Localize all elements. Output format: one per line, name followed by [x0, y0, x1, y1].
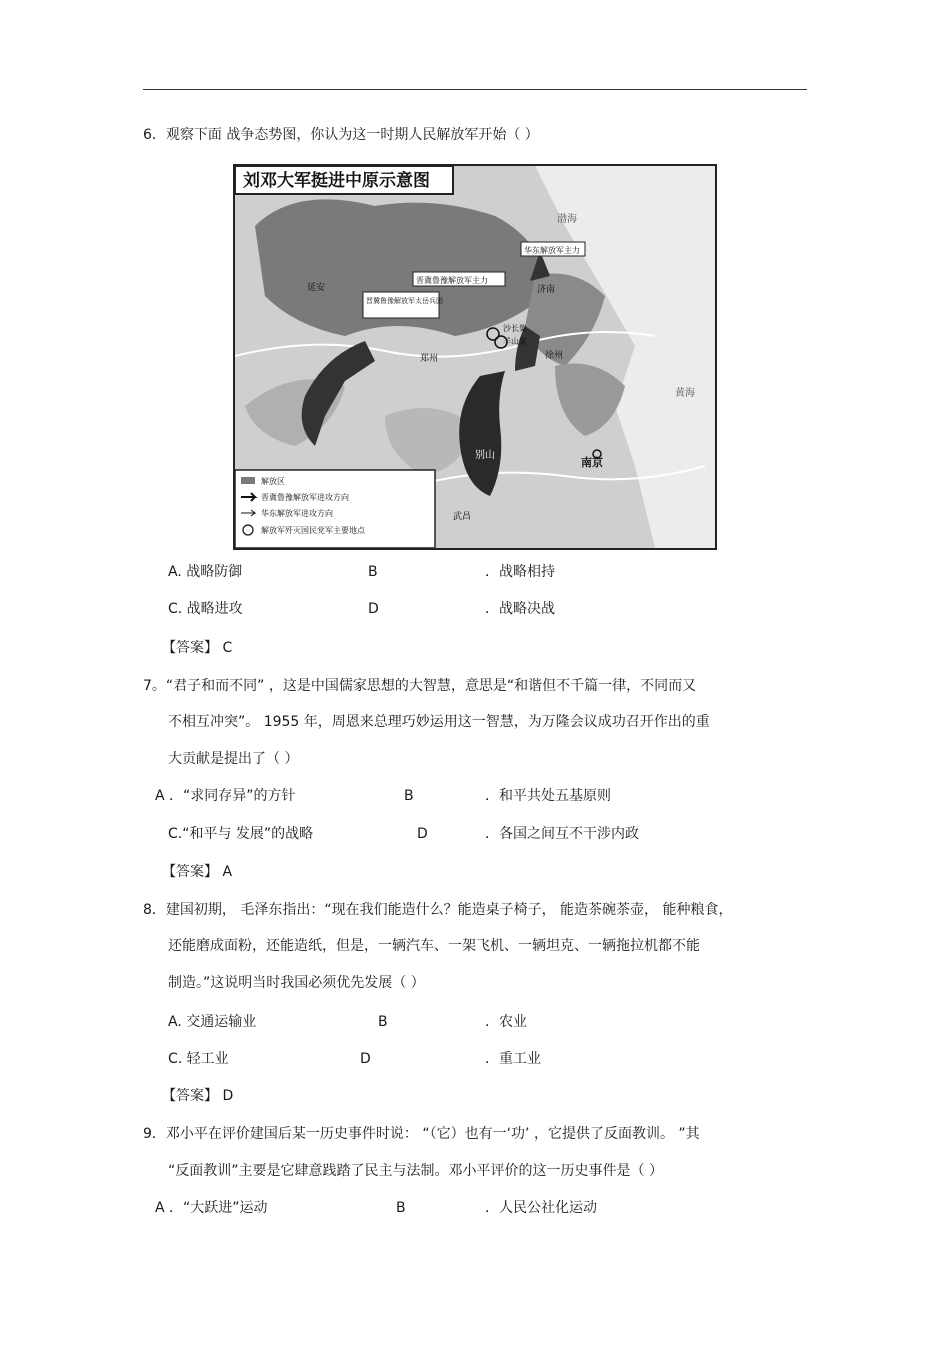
q7-stem-line3: 大贡献是提出了（ ） — [168, 751, 299, 767]
q9-stem-line2: “反面教训”主要是它肆意践踏了民主与法制。邓小平评价的这一历史事件是（ ） — [168, 1163, 663, 1179]
q8-option-b-letter: B — [378, 1014, 388, 1030]
map-place: 别山 — [475, 450, 495, 461]
q8-option-a: A. 交通运输业 — [168, 1014, 257, 1030]
map-place: 南京 — [581, 456, 603, 469]
q7-stem-line2: 不相互冲突”。 1955 年，周恩来总理巧妙运用这一智慧，为万隆会议成功召开作出的重 — [168, 714, 710, 730]
q9-option-b-letter: B — [396, 1200, 406, 1216]
q8-option-d-letter: D — [360, 1051, 371, 1067]
q6-option-a: A. 战略防御 — [168, 564, 243, 580]
map-place: 济南 — [537, 285, 556, 295]
q9-option-b: ．人民公社化运动 — [485, 1200, 597, 1216]
q6-answer: 【答案】 C — [162, 640, 233, 656]
q7-option-d: ．各国之间互不干涉内政 — [485, 826, 639, 842]
q7-option-b-letter: B — [404, 788, 414, 804]
map-place: 羊山集 — [503, 337, 527, 346]
q8-option-b: ．农业 — [485, 1014, 527, 1030]
map-legend-item: 晋冀鲁豫解放军进攻方向 — [261, 493, 349, 502]
q9-option-a: A ．“大跃进”运动 — [155, 1200, 268, 1216]
q6-stem: 6．观察下面 战争态势图，你认为这一时期人民解放军开始（ ） — [143, 127, 539, 143]
map-army-label: 晋冀鲁豫解放军主力 — [416, 276, 488, 285]
q8-option-c: C. 轻工业 — [168, 1051, 229, 1067]
map-place: 武昌 — [453, 512, 472, 522]
q6-option-d: ．战略决战 — [485, 601, 555, 617]
q8-answer: 【答案】 D — [162, 1088, 234, 1104]
header-rule — [143, 89, 807, 90]
q8-stem-line2: 还能磨成面粉，还能造纸，但是，一辆汽车、一架飞机、一辆坦克、一辆拖拉机都不能 — [168, 938, 700, 954]
map-place: 延安 — [307, 283, 326, 293]
q6-option-b-letter: B — [368, 564, 378, 580]
q7-answer: 【答案】 A — [162, 864, 233, 880]
map-place: 黄海 — [675, 388, 695, 399]
map-title: 刘邓大军挺进中原示意图 — [243, 171, 430, 191]
q7-option-b: ．和平共处五基原则 — [485, 788, 611, 804]
map-place: 郑州 — [420, 354, 439, 364]
q6-option-c: C. 战略进攻 — [168, 601, 243, 617]
q7-option-c: C.“和平与 发展”的战略 — [168, 826, 314, 842]
map-place: 渤海 — [557, 214, 577, 225]
map-army-label: 晋冀鲁豫解放军太岳兵团 — [366, 297, 443, 305]
war-situation-map — [233, 164, 717, 550]
map-army-label: 华东解放军主力 — [524, 246, 580, 255]
q7-option-a: A ．“求同存异”的方针 — [155, 788, 296, 804]
q8-stem-line1: 8．建国初期， 毛泽东指出：“现在我们能造什么？能造桌子椅子， 能造茶碗茶壶， 能种粮食， — [143, 902, 733, 918]
q9-stem-line1: 9．邓小平在评价建国后某一历史事件时说： “（它）也有一‘功’ ，它提供了反面教训。 ”其 — [143, 1126, 700, 1142]
q8-stem-line3: 制造。”这说明当时我国必须优先发展（ ） — [168, 975, 425, 991]
q7-stem-line1: 7。“君子和而不同” ，这是中国儒家思想的大智慧，意思是“和谐但不千篇一律，不同而又 — [143, 678, 697, 694]
q7-option-d-letter: D — [417, 826, 428, 842]
q8-option-d: ．重工业 — [485, 1051, 541, 1067]
map-legend-item: 解放军歼灭国民党军主要地点 — [261, 526, 365, 535]
map-place: 徐州 — [545, 351, 564, 361]
map-legend-item: 华东解放军进攻方向 — [261, 509, 333, 518]
map-place: 沙长集 — [503, 324, 527, 333]
q6-option-d-letter: D — [368, 601, 379, 617]
q6-option-b: ．战略相持 — [485, 564, 555, 580]
map-legend-item: 解放区 — [261, 477, 285, 486]
